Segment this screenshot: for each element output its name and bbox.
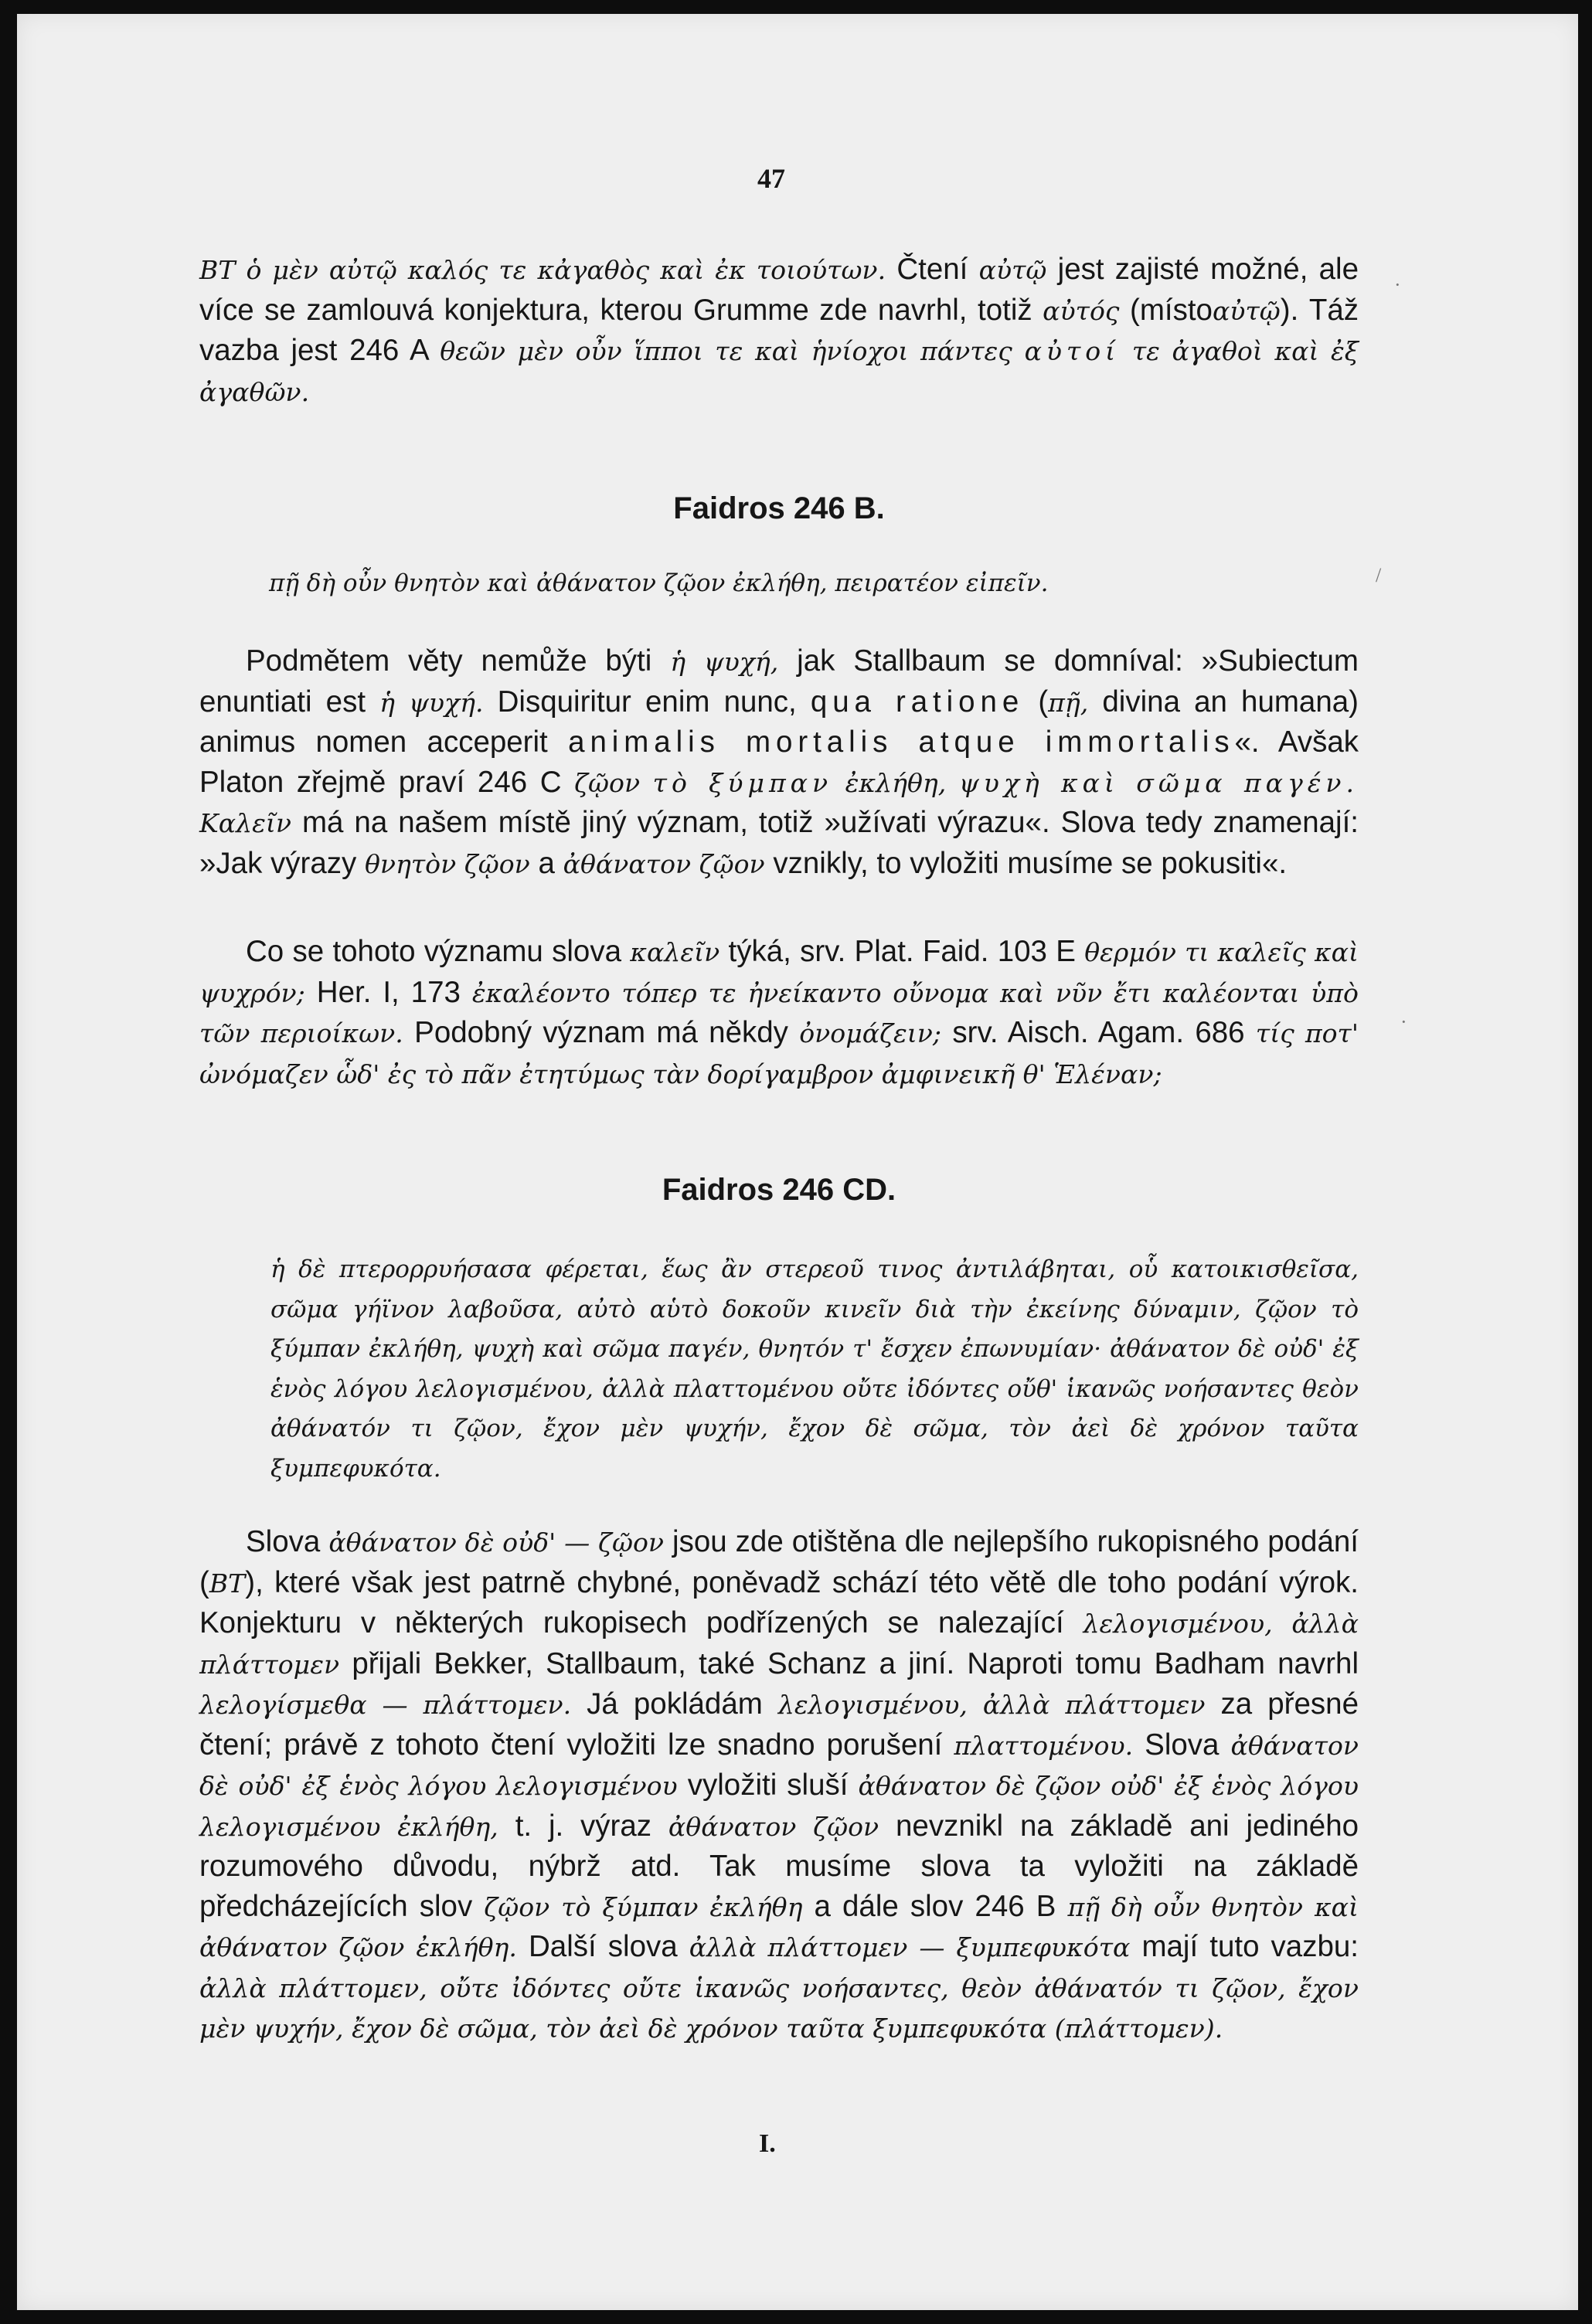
greek-text-spaced: αὐτοί xyxy=(1024,336,1121,366)
greek-text: BT xyxy=(209,1568,246,1599)
greek-text: λελογισμένου, ἀλλὰ πλάττομεν xyxy=(199,1609,1359,1680)
czech-text: mají tuto vazbu: xyxy=(1141,1930,1359,1963)
latin-text: divina an humana) animus nomen acceperit xyxy=(199,685,1359,759)
page xyxy=(17,14,1578,2310)
greek-text: ἡ ψυχή, xyxy=(670,647,779,677)
commentary-paragraph-1 xyxy=(199,641,1359,884)
greek-quote-246b: πῇ δὴ οὖν θνητὸν καὶ ἀθάνατον ζῷον ἐκλήθη, πειρατέον εἰπεῖν. xyxy=(269,569,1049,597)
czech-text: «. Avšak Platon zřejmě praví 246 C xyxy=(199,725,1359,799)
section-heading-246cd: Faidros 246 CD. xyxy=(662,1173,896,1207)
czech-text: a xyxy=(538,846,555,880)
czech-text: Čtení xyxy=(896,253,968,286)
czech-text: Já pokládám xyxy=(587,1687,763,1721)
margin-speck: · xyxy=(1400,1011,1407,1033)
greek-text: θεῶν μὲν οὖν ἵπποι τε καὶ ἡνίοχοι πάντες xyxy=(440,336,1012,366)
greek-text: ζῷον xyxy=(574,767,641,798)
czech-text: jsou zde otištěna dle nejlepšího rukopisného podání ( xyxy=(199,1525,1359,1599)
page-number: 47 xyxy=(757,163,785,194)
greek-text: ἀλλὰ πλάττομεν, οὔτε ἰδόντες οὔτε ἱκανῶς νοήσαντες, θεὸν ἀθάνατόν τι ζῷον, ἔχον μὲν ψυχήν, ἔχον δὲ σῶμα, τὸν ἀεὶ δὲ χρόνον ταῦτα ξυμπεφυκότα (πλάττομεν). xyxy=(199,1972,1359,2044)
greek-text: BT ὁ μὲν αὐτῷ καλός τε κἀγαθὸς καὶ ἐκ τοιούτων. xyxy=(199,255,886,285)
greek-text: Καλεῖν xyxy=(199,808,291,838)
printer-signature: I. xyxy=(759,2129,776,2158)
czech-text: nevznikl na základě ani jediného rozumového důvodu, nýbrž atd. Tak musíme slova ta vyložiti na základě předcházejících slov xyxy=(199,1809,1359,1923)
czech-text: Další slova xyxy=(529,1930,678,1963)
greek-text: αὐτῷ xyxy=(1212,295,1281,326)
greek-text: ἡ ψυχή. xyxy=(379,687,484,718)
czech-text: a dále slov 246 B xyxy=(814,1889,1056,1923)
greek-text: λελογισμένου, ἀλλὰ πλάττομεν xyxy=(777,1690,1206,1720)
latin-text: Disquiritur enim nunc, xyxy=(497,685,797,719)
czech-text: za přesné čtení; právě z tohoto čtení vyložiti lze snadno porušení xyxy=(199,1687,1359,1762)
greek-text: αὐτῷ xyxy=(978,255,1047,285)
czech-text: týká, srv. Plat. Faid. 103 E xyxy=(728,935,1076,968)
greek-text: καλεῖν xyxy=(630,937,720,967)
section-heading-246b: Faidros 246 B. xyxy=(673,491,885,525)
greek-text: ἐκλήθη, xyxy=(845,767,947,798)
czech-text: Podmětem věty nemůže býti xyxy=(246,644,652,678)
margin-speck: / xyxy=(1376,564,1382,586)
czech-text: (místo xyxy=(1130,293,1213,327)
greek-text: αὐτός xyxy=(1043,295,1120,326)
greek-text: θνητὸν ζῷον xyxy=(364,848,530,879)
greek-text: ἀθάνατον δὲ οὐδ' ἐξ ἑνὸς λόγου λελογισμένου xyxy=(199,1730,1359,1801)
czech-text: Podobný význam má někdy xyxy=(414,1016,788,1049)
czech-text: ), které však jest patrně chybné, poněvadž schází této větě dle toho podání výrok. Konjekturu v některých rukopisech podřízených se nalezající xyxy=(199,1565,1359,1639)
czech-text: jest zajisté možné, ale více se zamlouvá konjektura, kterou Grumme zde navrhl, totiž xyxy=(199,253,1359,327)
greek-text: τε ἀγαθοὶ καὶ ἐξ ἀγαθῶν. xyxy=(199,336,1359,407)
czech-text: přijali Bekker, Stallbaum, také Schanz a jiní. Naproti tomu Badham navrhl xyxy=(352,1646,1359,1680)
greek-text: ὀνομάζειν; xyxy=(799,1018,942,1048)
greek-text: λελογίσμεθα — πλάττομεν. xyxy=(199,1690,572,1720)
czech-text: má na našem místě jiný význam, totiž »užívati výrazu«. Slova tedy znamenají: »Jak výrazy xyxy=(199,806,1359,880)
margin-speck: · xyxy=(1394,274,1401,296)
czech-text: t. j. výraz xyxy=(515,1809,652,1843)
czech-text: vznikly, to vyložiti musíme se pokusiti«. xyxy=(773,846,1288,880)
czech-text: Co se tohoto významu slova xyxy=(246,935,621,968)
greek-text: ἀλλὰ πλάττομεν — ξυμπεφυκότα xyxy=(689,1932,1131,1962)
greek-text: ἀθάνατον δὲ οὐδ' — ζῷον xyxy=(328,1527,665,1558)
greek-text: ζῷον τὸ ξύμπαν ἐκλήθη xyxy=(484,1891,803,1922)
greek-text: πλαττομένου. xyxy=(954,1730,1134,1761)
greek-text-spaced: ψυχὴ καὶ σῶμα παγέν. xyxy=(958,767,1359,798)
latin-text-spaced: qua ratione xyxy=(810,685,1025,719)
czech-text: vyložiti sluší xyxy=(687,1768,849,1802)
greek-text: ἐκαλέοντο τόπερ τε ἠνείκαντο οὔνομα καὶ νῦν ἔτι καλέονται ὑπὸ τῶν περιοίκων. xyxy=(199,977,1359,1048)
czech-text: Slova xyxy=(1145,1728,1220,1762)
czech-text: Her. I, 173 xyxy=(316,975,461,1009)
greek-text: ἀθάνατον δὲ ζῷον οὐδ' ἐξ ἑνὸς λόγου λελογισμένου ἐκλήθη, xyxy=(199,1771,1359,1842)
punctuation: ( xyxy=(1038,685,1049,719)
czech-text: ). Táž vazba jest 246 A xyxy=(199,293,1359,367)
czech-text: jak Stallbaum se domníval: »Subiectum enuntiati est xyxy=(199,644,1359,719)
greek-text: ἀθάνατον ζῷον xyxy=(668,1811,879,1842)
czech-text: Slova xyxy=(246,1525,321,1558)
greek-text: πῇ δὴ οὖν θνητὸν καὶ ἀθάνατον ζῷον ἐκλήθη. xyxy=(199,1891,1359,1962)
czech-text: srv. Aisch. Agam. 686 xyxy=(952,1016,1245,1049)
commentary-paragraph-2 xyxy=(199,932,1359,1094)
greek-quote-246cd: ἡ δὲ πτερορρυήσασα φέρεται, ἕως ἂν στερεοῦ τινος ἀντιλάβηται, οὗ κατοικισθεῖσα, σῶμα γήϊνον λαβοῦσα, αὐτὸ αὑτὸ δοκοῦν κινεῖν διὰ τὴν ἐκείνης δύναμιν, ζῷον τὸ ξύμπαν ἐκλήθη, ψυχὴ καὶ σῶμα παγέν, θνητόν τ' ἔσχεν ἐπωνυμίαν· ἀθάνατον δὲ οὐδ' ἐξ ἑνὸς λόγου λελογισμένου, ἀλλὰ πλαττομένου οὔτε ἰδόντες οὔθ' ἱκανῶς νοήσαντες θεὸν ἀθάνατόν τι ζῷον, ἔχον μὲν ψυχήν, ἔχον δὲ σῶμα, τὸν ἀεὶ δὲ χρόνον ταῦτα ξυμπεφυκότα. xyxy=(270,1255,1359,1483)
greek-text: θερμόν τι καλεῖς καὶ ψυχρόν; xyxy=(199,937,1359,1008)
greek-text: ἀθάνατον ζῷον xyxy=(563,848,765,879)
greek-text: πῇ, xyxy=(1048,687,1089,718)
greek-text: τίς ποτ' ὠνόμαζεν ὧδ' ἐς τὸ πᾶν ἐτητύμως τὰν δορίγαμβρον ἀμφινεικῆ θ' Ἑλέναν; xyxy=(199,1018,1359,1089)
commentary-paragraph-3 xyxy=(199,1522,1359,2049)
greek-text-spaced: τὸ ξύμπαν xyxy=(652,767,833,798)
latin-text-spaced: animalis mortalis atque immortalis xyxy=(568,725,1235,759)
intro-paragraph xyxy=(199,250,1359,412)
